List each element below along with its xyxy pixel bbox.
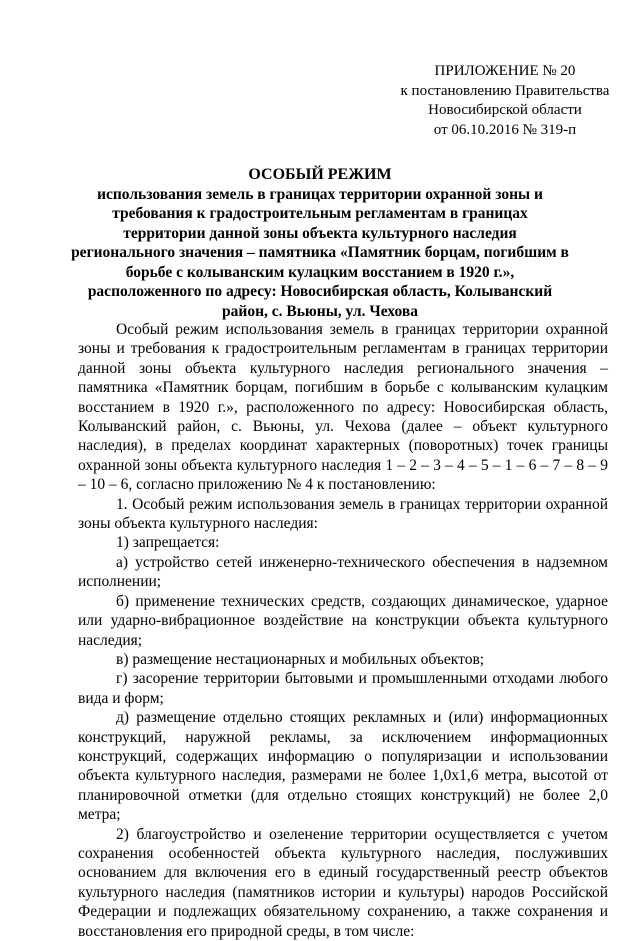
paragraph-intro: Особый режим использования земель в границах территории охранной зоны и требования к градостроительным регламентам в границах территории данной зоны объекта культурного наследия регионального значения – памятника «Памятник борцам, погибшим в борьбе с колыванским кулацким восстанием в 1920 г.», расположенного по адресу: Новосибирская область, Колыванский район, с. Вьюны, ул. Чехова (далее – объект культурного наследия), в пределах координат характерных (поворотных) точек границы охранной зоны объекта культурного наследия 1 – 2 – 3 – 4 – 5 – 1 – 6 – 7 – 8 – 9 – 10 – 6, согласно приложению № 4 к постановлению: <box>78 321 608 494</box>
paragraph-item-d: д) размещение отдельно стоящих рекламных и (или) информационных конструкций, наружной рекламы, за исключением информационных конструкций, содержащих информацию о популяризации и использовании объекта культурного наследия, размерами не более 1,0х1,6 метра, высотой от планировочной отметки (для отдельно стоящих конструкций) не более 2,0 метра; <box>78 709 608 824</box>
appendix-date: от 06.10.2016 № 319-п <box>433 121 577 138</box>
appendix-region: Новосибирской области <box>428 102 582 118</box>
title-subtitle: использования земель в границах территории охранной зоны и требования к градостроительным регламентам в границах территории данной зоны объекта культурного наследия регионального значения – памятника «Памятник борцам, погибшим в борьбе с колыванским кулацким восстанием в 1920 г.», расположенного по адресу: Новосибирская область, Колыванский район, с. Вьюны, ул. Чехова <box>71 185 569 320</box>
paragraph-item-a: а) устройство сетей инженерно-технического обеспечения в надземном исполнении; <box>78 553 608 591</box>
paragraph-prohibited: 1) запрещается: <box>116 534 220 552</box>
appendix-resolution: к постановлению Правительства <box>400 82 610 99</box>
paragraph-item-v: в) размещение нестационарных и мобильных объектов; <box>116 650 485 668</box>
paragraph-landscaping: 2) благоустройство и озеленение территории осуществляется с учетом сохранения особенностей объекта культурного наследия, послуживших основанием для включения его в единый государственный реестр объектов культурного наследия (памятников истории и культуры) народов Российской Федерации и подлежащих обязательному сохранению, а также сохранения и восстановления его природной среды, в том числе: <box>78 825 608 940</box>
document-title <box>70 165 570 321</box>
paragraph-section-1: 1. Особый режим использования земель в границах территории охранной зоны объекта культурного наследия: <box>78 495 608 533</box>
paragraph-item-b: б) применение технических средств, создающих динамическое, ударное или ударно-вибрационное воздействие на конструкции объекта культурного наследия; <box>78 592 608 649</box>
appendix-number: ПРИЛОЖЕНИЕ № 20 <box>434 63 576 79</box>
title-main: ОСОБЫЙ РЕЖИМ <box>248 166 392 183</box>
document-body <box>78 320 608 941</box>
paragraph-item-g: г) засорение территории бытовыми и промышленными отходами любого вида и форм; <box>78 670 608 707</box>
appendix-header <box>380 62 630 140</box>
